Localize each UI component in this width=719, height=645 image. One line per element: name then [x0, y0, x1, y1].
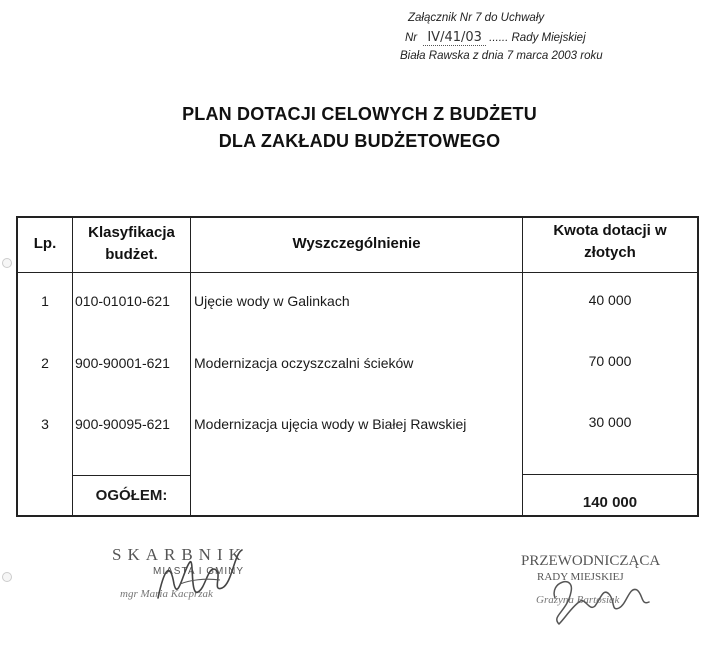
- total-value: 140 000: [582, 494, 638, 511]
- resolution-prefix: Nr: [405, 32, 418, 44]
- row-3-opis: Modernizacja ujęcia wody w Białej Rawskiej: [194, 416, 467, 432]
- column-header-kwota-line-1: Kwota dotacji w: [553, 222, 667, 239]
- document-title-line-2: DLA ZAKŁADU BUDŻETOWEGO: [218, 131, 501, 151]
- column-header-klasyfikacja-line-2: budżet.: [105, 246, 158, 263]
- total-separator-right: [522, 474, 698, 475]
- row-2-lp: 2: [41, 355, 49, 371]
- row-1-opis: Ujęcie wody w Galinkach: [194, 293, 350, 309]
- treasurer-name: mgr Maria Kacprzak: [120, 588, 213, 600]
- total-label: OGÓŁEM:: [95, 487, 168, 504]
- total-separator-left: [72, 475, 190, 476]
- column-divider-2: [190, 216, 191, 516]
- chairwoman-stamp-org: RADY MIEJSKIEJ: [537, 571, 624, 583]
- row-2-kwota: 70 000: [588, 353, 632, 369]
- row-3-klasyfikacja: 900-90095-621: [75, 416, 170, 432]
- row-1-lp: 1: [41, 293, 49, 309]
- resolution-suffix: ...... Rady Miejskiej: [489, 32, 586, 44]
- column-header-kwota-line-2: złotych: [584, 244, 636, 261]
- attachment-line-3: Biała Rawska z dnia 7 marca 2003 roku: [400, 50, 603, 62]
- column-header-wyszczegolnienie: Wyszczególnienie: [292, 235, 421, 252]
- handwritten-resolution-number: IV/41/03: [423, 30, 486, 46]
- treasurer-stamp-org: MIASTA I GMINY: [153, 566, 245, 577]
- column-header-klasyfikacja-line-1: Klasyfikacja: [88, 224, 175, 241]
- column-header-kwota: [523, 220, 697, 264]
- row-2-opis: Modernizacja oczyszczalni ścieków: [194, 355, 414, 371]
- row-2-klasyfikacja: 900-90001-621: [75, 355, 170, 371]
- treasurer-stamp-role: SKARBNIK: [112, 545, 247, 564]
- row-3-lp: 3: [41, 416, 49, 432]
- punch-hole-mark: [2, 572, 12, 582]
- treasurer-signature-icon: [150, 540, 260, 610]
- header-separator: [16, 272, 698, 273]
- column-header-klasyfikacja: [73, 222, 190, 266]
- chairwoman-stamp-role: PRZEWODNICZĄCA: [521, 553, 661, 569]
- punch-hole-mark: [2, 258, 12, 268]
- column-header-lp: Lp.: [33, 235, 57, 252]
- chairwoman-signature-icon: [545, 568, 655, 628]
- row-1-klasyfikacja: 010-01010-621: [75, 293, 170, 309]
- row-1-kwota: 40 000: [588, 292, 632, 308]
- document-title-line-1: PLAN DOTACJI CELOWYCH Z BUDŻETU: [182, 104, 537, 124]
- table-top-border: [16, 216, 698, 218]
- attachment-line-1: Załącznik Nr 7 do Uchwały: [408, 12, 545, 24]
- chairwoman-name: Grażyna Bartosiak: [536, 594, 620, 606]
- table-right-border: [697, 216, 699, 517]
- table-bottom-border: [16, 515, 698, 517]
- row-3-kwota: 30 000: [588, 414, 632, 430]
